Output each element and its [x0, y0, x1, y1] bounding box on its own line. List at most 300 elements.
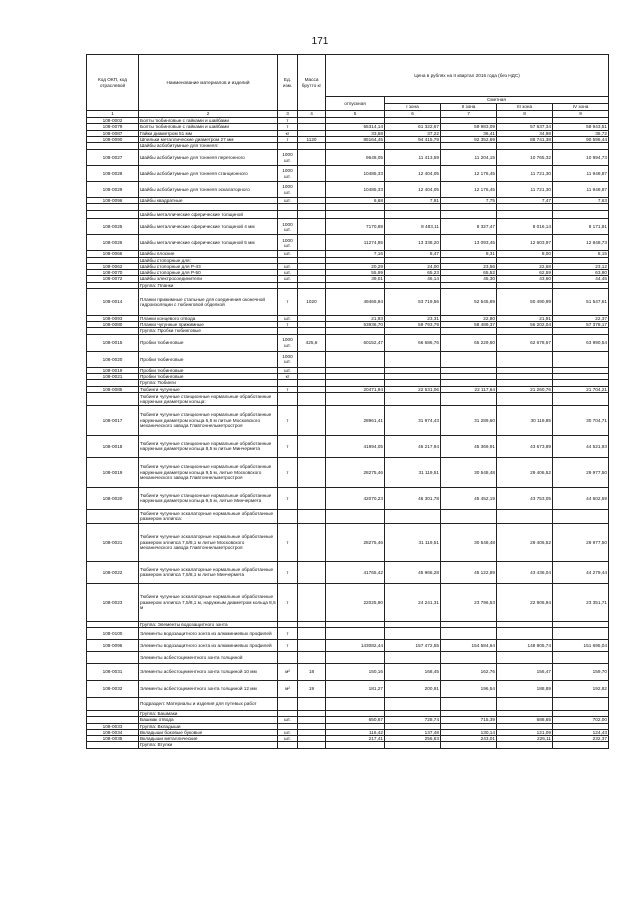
row-price-zone-1: 7,91 [385, 198, 441, 204]
row-mass [298, 405, 326, 435]
row-name: Тюбинги чугунные эскалаторные нормальные обработанные размером эллипса 7,5/8,1 м литые Минчермета [139, 561, 278, 583]
row-price-zone-3: 43 436,04 [497, 561, 553, 583]
row-price-zone-3: 57 637,34 [497, 124, 553, 130]
row-mass [298, 351, 326, 367]
row-unit: т [278, 124, 298, 130]
table-row [87, 628, 609, 640]
row-unit [278, 652, 298, 664]
row-price-zone-2: 30 548,48 [441, 457, 497, 487]
row-price-zone-2 [441, 143, 497, 150]
table-row [87, 143, 609, 150]
row-price-release [326, 211, 385, 219]
row-price-zone-3 [497, 211, 553, 219]
table-row [87, 334, 609, 351]
row-price-zone-1 [385, 204, 441, 211]
row-price-zone-2: 58 489,37 [441, 322, 497, 328]
row-code: 108-0062 [87, 263, 139, 269]
row-price-zone-2: 12 176,45 [441, 166, 497, 182]
row-mass [298, 143, 326, 150]
row-price-zone-2: 12 176,45 [441, 182, 497, 198]
row-price-zone-2: 59 983,09 [441, 124, 497, 130]
row-unit: м² [278, 664, 298, 681]
row-name: Подраздел: Материалы и изделия для путевых работ [139, 698, 278, 711]
row-price-zone-3 [497, 628, 553, 640]
column-number: 6 [385, 111, 441, 118]
row-name: Пробки тюбинговые [139, 367, 278, 373]
row-unit: м² [278, 681, 298, 698]
table-row [87, 509, 609, 523]
row-price-zone-3 [497, 392, 553, 405]
row-price-zone-4: 63 990,54 [553, 334, 609, 351]
row-mass [298, 235, 326, 251]
row-code: 108-0034 [87, 729, 139, 735]
row-code: 108-0100 [87, 628, 139, 640]
row-price-zone-4: 232,37 [553, 736, 609, 742]
row-price-zone-1: 24,00 [385, 263, 441, 269]
table-row [87, 351, 609, 367]
row-price-zone-2 [441, 392, 497, 405]
row-price-zone-3: 121,09 [497, 729, 553, 735]
row-code: 108-0080 [87, 322, 139, 328]
row-price-zone-2: 243,01 [441, 736, 497, 742]
row-mass: 19 [298, 681, 326, 698]
row-price-zone-3: 156,47 [497, 664, 553, 681]
row-price-release [326, 351, 385, 367]
row-price-zone-3: 688,65 [497, 717, 553, 723]
row-price-release: 181,27 [326, 681, 385, 698]
row-mass [298, 561, 326, 583]
row-name: Болты тюбинговые с гайками и шайбами [139, 118, 278, 124]
row-price-zone-1: 200,91 [385, 681, 441, 698]
row-unit: т [278, 457, 298, 487]
row-price-zone-3: 22,68 [497, 263, 553, 269]
row-price-zone-2: 8 327,47 [441, 219, 497, 235]
table-row [87, 204, 609, 211]
row-mass [298, 435, 326, 457]
row-price-zone-2: 23 796,53 [441, 583, 497, 621]
row-price-release: 7,16 [326, 251, 385, 257]
row-price-zone-4: 10 994,73 [553, 150, 609, 166]
price-table [86, 54, 609, 749]
row-code: 108-0021 [87, 373, 139, 379]
row-price-zone-2 [441, 351, 497, 367]
row-name: Тюбинги чугунные станционные нормальные обработанные наружным диаметром кольца 9,5 м, литые Минчермета [139, 487, 278, 509]
row-price-zone-3 [497, 742, 553, 748]
row-unit: т [278, 583, 298, 621]
row-name: Шпильки металлические диаметром 27 мм [139, 136, 278, 142]
row-price-zone-1: 12 404,05 [385, 166, 441, 182]
row-price-zone-3: 56 202,04 [497, 322, 553, 328]
row-code: 108-0028 [87, 166, 139, 182]
row-price-zone-4: 7,63 [553, 198, 609, 204]
header-estimated: Сметная [385, 97, 609, 104]
row-name: Шайбы асбобитумные для тоннеля перегонного [139, 150, 278, 166]
row-price-zone-4: 57 378,17 [553, 322, 609, 328]
table-row [87, 182, 609, 198]
row-name: Шайбы стопорные для Р-50 [139, 270, 278, 276]
row-unit: 1000 шт. [278, 351, 298, 367]
row-unit: шт. [278, 198, 298, 204]
row-price-zone-4: 11 948,87 [553, 182, 609, 198]
row-code: 108-0023 [87, 583, 139, 621]
row-name: Элементы водозащитного зонта из алюминиевых профилей [139, 628, 278, 640]
row-mass [298, 523, 326, 561]
row-mass [298, 166, 326, 182]
row-code [87, 211, 139, 219]
row-price-zone-2 [441, 698, 497, 711]
row-price-zone-1: 24 241,31 [385, 583, 441, 621]
row-price-zone-3: 43 753,05 [497, 487, 553, 509]
row-price-zone-3 [497, 351, 553, 367]
row-price-zone-1 [385, 211, 441, 219]
row-price-zone-3: 88 741,38 [497, 136, 553, 142]
row-price-zone-3: 7,47 [497, 198, 553, 204]
table-row [87, 166, 609, 182]
table-row [87, 583, 609, 621]
row-price-release [326, 204, 385, 211]
row-price-zone-2: 7,75 [441, 198, 497, 204]
row-unit: т [278, 435, 298, 457]
row-price-zone-2: 30 548,48 [441, 523, 497, 561]
row-mass [298, 628, 326, 640]
header-price-group: Цена в рублях на II квартал 2016 года (без НДС) [326, 55, 609, 97]
row-price-zone-4 [553, 652, 609, 664]
row-unit: т [278, 561, 298, 583]
row-price-zone-1: 46,14 [385, 276, 441, 282]
row-price-zone-2: 45 452,19 [441, 487, 497, 509]
row-price-zone-1: 728,74 [385, 717, 441, 723]
row-price-zone-4: 21 704,21 [553, 386, 609, 392]
row-code: 108-0020 [87, 351, 139, 367]
column-number: 8 [497, 111, 553, 118]
row-code [87, 143, 139, 150]
row-name: Шайбы асбобитумные для тоннеля: [139, 143, 278, 150]
row-price-zone-1 [385, 509, 441, 523]
row-price-release: 53936,70 [326, 322, 385, 328]
row-name: Планки чугунные прижимные [139, 322, 278, 328]
row-unit: шт. [278, 717, 298, 723]
row-price-release [326, 628, 385, 640]
row-price-zone-1: 8 483,11 [385, 219, 441, 235]
row-code [87, 392, 139, 405]
row-price-zone-1: 61 322,67 [385, 124, 441, 130]
row-price-zone-4: 44 602,59 [553, 487, 609, 509]
row-price-release: 150,16 [326, 664, 385, 681]
row-price-release: 42070,23 [326, 487, 385, 509]
row-mass [298, 457, 326, 487]
row-mass: 425,6 [298, 334, 326, 351]
row-price-zone-4: 44 521,93 [553, 435, 609, 457]
row-code: 108-0019 [87, 367, 139, 373]
row-unit [278, 392, 298, 405]
row-unit: 1000 шт. [278, 219, 298, 235]
row-unit: 1000 шт. [278, 334, 298, 351]
row-name: Элементы водозащитного зонта из алюминиевых профилей [139, 640, 278, 652]
row-price-zone-1: 256,63 [385, 736, 441, 742]
header-zone-1: I зона [385, 104, 441, 111]
row-unit: т [278, 118, 298, 124]
row-price-zone-1: 31 119,51 [385, 457, 441, 487]
row-name: Шайбы асбобитумные для тоннеля эскалаторного [139, 182, 278, 198]
row-price-release: 10485,33 [326, 166, 385, 182]
row-unit [278, 204, 298, 211]
row-price-zone-1: 22 531,06 [385, 386, 441, 392]
row-code: 108-0066 [87, 251, 139, 257]
row-name: Шайбы стопорные для Р-43 [139, 263, 278, 269]
header-zone-4: IV зона [553, 104, 609, 111]
row-unit: 1000 шт. [278, 150, 298, 166]
row-price-zone-3: 29 406,52 [497, 523, 553, 561]
row-price-release: 650,67 [326, 717, 385, 723]
row-unit: т [278, 405, 298, 435]
row-price-zone-1 [385, 351, 441, 367]
row-price-zone-1 [385, 652, 441, 664]
table-row [87, 405, 609, 435]
table-row [87, 392, 609, 405]
row-name [139, 204, 278, 211]
row-price-zone-3 [497, 698, 553, 711]
table-row [87, 640, 609, 652]
row-price-zone-2: 36,41 [441, 130, 497, 136]
row-price-zone-4: 11 948,87 [553, 166, 609, 182]
row-code [87, 698, 139, 711]
row-price-zone-1: 46 217,94 [385, 435, 441, 457]
row-price-zone-2: 45 369,91 [441, 435, 497, 457]
row-name: Группа: Вкладыши [139, 723, 278, 729]
row-price-zone-4: 30 704,71 [553, 405, 609, 435]
row-price-zone-4 [553, 698, 609, 711]
column-number: 5 [326, 111, 385, 118]
row-price-zone-3: 21,91 [497, 315, 553, 321]
row-price-zone-2: 162,76 [441, 664, 497, 681]
row-name: Пробки тюбинговые [139, 351, 278, 367]
row-price-zone-4: 8,15 [553, 251, 609, 257]
row-price-zone-3: 62 678,67 [497, 334, 553, 351]
row-price-release [326, 698, 385, 711]
row-code: 108-0031 [87, 664, 139, 681]
row-code: 108-0087 [87, 130, 139, 136]
row-price-zone-3: 34,98 [497, 130, 553, 136]
row-name: Башмак отвода [139, 717, 278, 723]
row-name: Пробки тюбинговые [139, 334, 278, 351]
row-name: Элементы асбестоцементного зонта толщиной 10 мм [139, 664, 278, 681]
table-row [87, 235, 609, 251]
row-price-zone-4: 29 977,50 [553, 457, 609, 487]
row-mass [298, 509, 326, 523]
row-price-zone-3 [497, 143, 553, 150]
row-price-zone-1: 23,31 [385, 315, 441, 321]
row-price-zone-4: 159,70 [553, 664, 609, 681]
row-unit: т [278, 523, 298, 561]
row-name: Шайбы металлические сферические толщиной [139, 211, 278, 219]
column-number: 3 [278, 111, 298, 118]
row-mass [298, 640, 326, 652]
row-name: Болты тюбинговые с гайками и шайбами [139, 124, 278, 130]
row-price-zone-1: 11 413,59 [385, 150, 441, 166]
row-price-zone-3: 29 406,52 [497, 457, 553, 487]
row-unit: кг [278, 373, 298, 379]
row-code: 108-0090 [87, 136, 139, 142]
row-price-zone-2: 154 584,64 [441, 640, 497, 652]
row-name: Группа: Элементы водозащитного зонта [139, 621, 278, 627]
row-price-release: 49465,94 [326, 288, 385, 315]
row-price-release: 7170,89 [326, 219, 385, 235]
row-name: Тюбинги чугунные эскалаторные нормальные обработанные размером эллипса 7,5/8,1 м, наружным диаметром кольца 8,5 м [139, 583, 278, 621]
row-price-zone-2: 65 229,60 [441, 334, 497, 351]
row-unit: 1000 шт. [278, 166, 298, 182]
row-price-zone-4 [553, 392, 609, 405]
row-price-zone-4: 29 977,50 [553, 523, 609, 561]
row-unit: т [278, 628, 298, 640]
table-row [87, 561, 609, 583]
row-price-zone-1: 137,48 [385, 729, 441, 735]
table-row [87, 457, 609, 487]
row-price-zone-4: 44,45 [553, 276, 609, 282]
row-mass [298, 392, 326, 405]
column-number: 2 [139, 111, 278, 118]
row-price-zone-4 [553, 742, 609, 748]
row-mass [298, 150, 326, 166]
row-price-zone-3: 226,11 [497, 736, 553, 742]
column-number: 9 [553, 111, 609, 118]
row-mass [298, 211, 326, 219]
row-price-release: 28275,46 [326, 457, 385, 487]
row-price-release: 116,42 [326, 729, 385, 735]
row-price-release: 39,01 [326, 276, 385, 282]
row-price-zone-3: 43,60 [497, 276, 553, 282]
row-name: Тюбинги чугунные станционные нормальные обработанные наружным диаметром кольца 9,5 м, литые Московского механического завода Главтоннельметростроя [139, 457, 278, 487]
row-code: 108-0096 [87, 198, 139, 204]
row-code [87, 742, 139, 748]
header-release: отпускная [326, 97, 385, 111]
row-name: Группа: Втулки [139, 742, 278, 748]
row-price-zone-1: 168,45 [385, 664, 441, 681]
row-price-zone-2 [441, 628, 497, 640]
row-code: 108-0093 [87, 315, 139, 321]
row-price-zone-2: 11 204,15 [441, 150, 497, 166]
row-price-zone-4 [553, 204, 609, 211]
row-unit: шт. [278, 315, 298, 321]
row-price-zone-4 [553, 351, 609, 367]
table-row [87, 288, 609, 315]
table-row [87, 698, 609, 711]
row-price-zone-4 [553, 211, 609, 219]
row-mass: 1120 [298, 136, 326, 142]
row-price-zone-1 [385, 628, 441, 640]
table-row [87, 219, 609, 235]
row-price-release [326, 509, 385, 523]
table-row [87, 742, 609, 748]
row-price-zone-4: 12 848,73 [553, 235, 609, 251]
row-code [87, 509, 139, 523]
table-row [87, 211, 609, 219]
row-price-zone-2: 65,52 [441, 270, 497, 276]
row-price-zone-1 [385, 143, 441, 150]
row-name: Шайбы квадратные [139, 198, 278, 204]
table-row [87, 435, 609, 457]
row-name: Вкладыши металлические [139, 736, 278, 742]
row-code: 108-0025 [87, 219, 139, 235]
row-unit: шт. [278, 367, 298, 373]
row-price-zone-3: 148 805,74 [497, 640, 553, 652]
row-price-release: 55314,14 [326, 124, 385, 130]
row-name: Шайбы плоские [139, 251, 278, 257]
row-code: 108-0018 [87, 435, 139, 457]
row-unit: шт. [278, 276, 298, 282]
row-unit: шт. [278, 270, 298, 276]
row-price-zone-2: 8,31 [441, 251, 497, 257]
row-price-zone-4: 23 351,71 [553, 583, 609, 621]
row-price-zone-1: 94 415,79 [385, 136, 441, 142]
header-unit: Ед. изм. [278, 55, 298, 111]
row-price-zone-4: 51 547,61 [553, 288, 609, 315]
row-price-zone-4: 192,82 [553, 681, 609, 698]
row-unit: т [278, 640, 298, 652]
row-price-zone-2: 45 122,89 [441, 561, 497, 583]
row-price-release: 41994,05 [326, 435, 385, 457]
row-mass [298, 652, 326, 664]
row-price-zone-2: 22 117,64 [441, 386, 497, 392]
row-unit [278, 211, 298, 219]
row-price-zone-1: 53 719,56 [385, 288, 441, 315]
row-price-zone-3: 11 721,30 [497, 182, 553, 198]
row-code [87, 204, 139, 211]
row-code: 108-0033 [87, 723, 139, 729]
row-price-zone-2: 23,56 [441, 263, 497, 269]
row-price-zone-4 [553, 143, 609, 150]
header-mass: Масса брутто кг [298, 55, 326, 111]
row-unit: 1000 шт. [278, 182, 298, 198]
header-zone-3: III зона [497, 104, 553, 111]
row-price-zone-4: 90 596,44 [553, 136, 609, 142]
row-code: 108-0032 [87, 681, 139, 698]
row-name: Шайбы стопорные для: [139, 257, 278, 263]
row-code: 108-0096 [87, 640, 139, 652]
row-price-zone-2: 715,39 [441, 717, 497, 723]
row-name: Элементы асбестоцементного зонта толщиной [139, 652, 278, 664]
row-unit: т [278, 136, 298, 142]
row-name: Шайбы металлические сферические толщиной 5 мм [139, 235, 278, 251]
column-number: 4 [298, 111, 326, 118]
row-mass [298, 742, 326, 748]
row-name: Планки концевого отвода [139, 315, 278, 321]
row-price-zone-2: 130,14 [441, 729, 497, 735]
row-price-zone-3: 8 016,14 [497, 219, 553, 235]
row-unit: шт. [278, 729, 298, 735]
row-price-zone-3: 8,00 [497, 251, 553, 257]
row-price-zone-3 [497, 652, 553, 664]
row-code: 108-0072 [87, 276, 139, 282]
table-row [87, 523, 609, 561]
row-price-zone-4: 63,80 [553, 270, 609, 276]
row-price-release [326, 392, 385, 405]
row-price-zone-3: 22 906,94 [497, 583, 553, 621]
row-unit: шт. [278, 251, 298, 257]
table-row [87, 681, 609, 698]
row-price-zone-4 [553, 509, 609, 523]
row-price-zone-3: 62,59 [497, 270, 553, 276]
row-price-release: 22025,90 [326, 583, 385, 621]
row-price-release: 6,68 [326, 198, 385, 204]
row-unit: т [278, 322, 298, 328]
row-price-zone-4: 8 171,81 [553, 219, 609, 235]
row-unit: 1000 шт. [278, 235, 298, 251]
row-name: Группа: Планки [139, 282, 278, 288]
row-code [87, 652, 139, 664]
column-number: 7 [441, 111, 497, 118]
row-name: Группа: Тюбинги [139, 380, 278, 386]
row-price-zone-4: 22,37 [553, 315, 609, 321]
